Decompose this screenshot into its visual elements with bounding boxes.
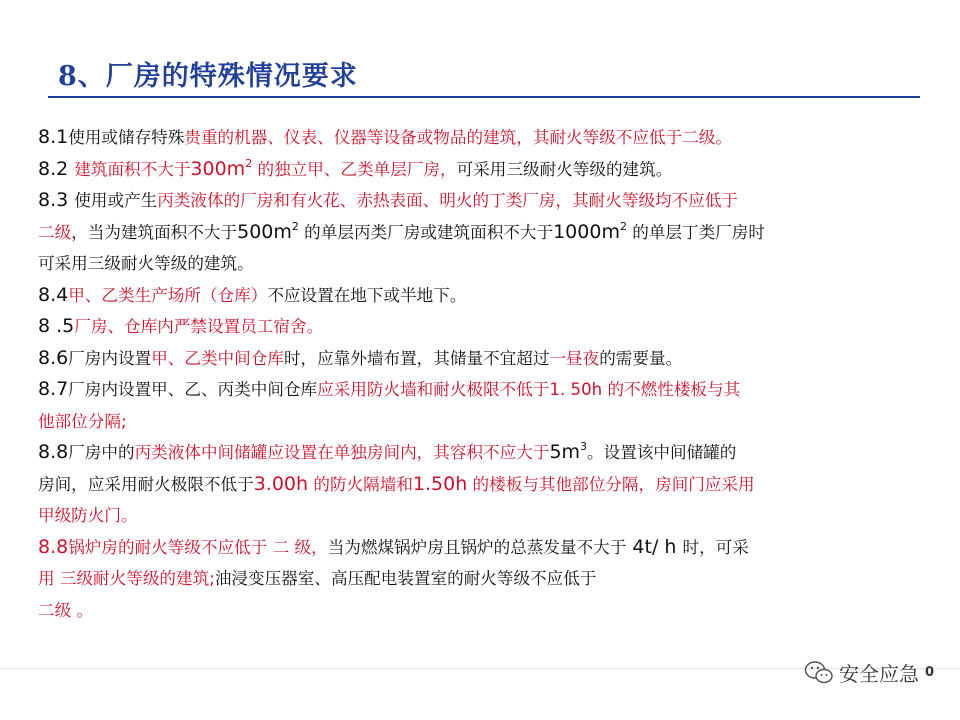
text-line xyxy=(38,185,928,217)
text-segment: 的独立甲、乙类单层厂房， xyxy=(252,159,457,179)
page-number: 0 xyxy=(924,665,934,680)
superscript: 2 xyxy=(245,156,253,170)
text-segment: 8.4 xyxy=(38,283,69,306)
text-line xyxy=(38,374,928,406)
text-segment: 甲、乙类中间仓库 xyxy=(151,348,284,368)
text-segment: 8.8 xyxy=(38,535,69,558)
text-segment: 500m xyxy=(237,220,292,243)
text-segment: 时，可采 xyxy=(682,537,749,557)
text-segment: 厂房内设置甲、乙、丙类中间仓库 xyxy=(68,380,318,399)
text-line xyxy=(38,217,928,249)
title-underline xyxy=(48,96,920,98)
text-segment: 应采用防火墙和耐火极限不低于1. 50h 的不燃性楼板与其 xyxy=(317,380,741,399)
text-segment: 建筑面积不大于 xyxy=(74,159,191,179)
text-segment: 房间，应采用耐火极限不低于 xyxy=(38,474,254,494)
text-segment: 4t/ h xyxy=(626,535,683,558)
text-segment: 二级 xyxy=(38,222,72,242)
text-segment: 厂房内设置 xyxy=(68,348,152,368)
text-segment: 的单层丙类厂房或建筑面积不大于 xyxy=(298,222,554,242)
text-segment: 8.3 xyxy=(38,189,75,211)
text-segment: 可采用三级耐火等级的建筑。 xyxy=(38,254,254,273)
text-line xyxy=(38,500,928,532)
superscript: 2 xyxy=(619,219,627,233)
text-line xyxy=(38,563,928,595)
footer-watermark xyxy=(804,658,934,687)
superscript: 3 xyxy=(580,440,588,454)
text-segment: 贵重的机器、仪表、仪器等设备或物品的建筑，其耐火等级不应低于二级。 xyxy=(184,128,732,147)
text-segment: 8.8 xyxy=(38,441,69,463)
text-segment: 8.2 xyxy=(38,157,75,180)
text-line xyxy=(38,437,928,469)
text-line xyxy=(38,532,928,564)
text-line xyxy=(38,122,928,154)
text-segment: 丙类液体的厂房和有火花、赤热表面、明火的丁类厂房，其耐火等级均不应低于 xyxy=(157,191,739,210)
text-segment: 当为燃煤锅炉房且锅炉的总蒸发量不大于 xyxy=(327,537,627,557)
text-segment: 使用或产生 xyxy=(74,191,158,210)
text-segment: 丙类液体中间储罐应设置在单独房间内，其容积不应大于 xyxy=(134,443,550,462)
text-segment: 300m xyxy=(190,157,246,180)
text-line xyxy=(38,469,928,501)
text-segment: 的需要量。 xyxy=(599,348,683,368)
text-segment: 油浸变压器室、高压配电装置室的耐火等级不应低于 xyxy=(214,569,597,588)
wechat-icon xyxy=(804,660,834,686)
text-line xyxy=(38,595,928,627)
text-segment: 的防火隔墙和 xyxy=(308,474,413,494)
text-line xyxy=(38,154,928,186)
text-segment: 锅炉房的耐火等级不应低于 二 级， xyxy=(68,537,328,557)
text-segment: 。设置该中间储罐的 xyxy=(587,443,737,462)
regulation-text-block xyxy=(38,122,928,626)
text-segment: 使用或储存特殊 xyxy=(68,128,185,147)
text-segment: 不应设置在地下或半地下。 xyxy=(267,285,467,305)
superscript: 2 xyxy=(291,219,299,233)
text-line xyxy=(38,311,928,343)
text-segment: 的楼板与其他部位分隔，房间门应采用 xyxy=(467,474,755,494)
text-line xyxy=(38,280,928,312)
text-segment: 1.50h xyxy=(412,472,468,495)
text-line xyxy=(38,248,928,280)
text-segment: 甲、乙类生产场所（仓库） xyxy=(68,285,268,305)
text-segment: 8.7 xyxy=(38,378,69,400)
text-segment: 时，应靠外墙布置，其储量不宜超过 xyxy=(283,348,550,368)
text-segment: ，当为建筑面积不大于 xyxy=(71,222,238,242)
footer-brand-text: 安全应急 xyxy=(838,662,919,686)
page-title: 8、厂房的特殊情况要求 xyxy=(58,61,358,92)
text-segment: 8 .5 xyxy=(38,315,75,337)
text-segment: 用 三级耐火等级的建筑; xyxy=(38,569,215,588)
text-segment: 8.1 xyxy=(38,126,69,148)
text-line xyxy=(38,406,928,438)
text-segment: 他部位分隔; xyxy=(38,411,127,431)
text-segment: 8.6 xyxy=(38,346,69,369)
text-segment: 甲级防火门。 xyxy=(38,506,138,525)
text-segment: 厂房中的 xyxy=(68,443,135,462)
text-segment: 1000m xyxy=(553,220,620,243)
text-segment: 厂房、仓库内严禁设置员工宿舍。 xyxy=(74,317,324,336)
text-line xyxy=(38,343,928,375)
text-segment: 可采用三级耐火等级的建筑。 xyxy=(456,159,673,179)
text-segment: 5m xyxy=(549,441,581,463)
text-segment: 二级 。 xyxy=(38,600,94,620)
text-segment: 3.00h xyxy=(253,472,309,495)
text-segment: 一昼夜 xyxy=(549,348,600,368)
text-segment: 的单层丁类厂房时 xyxy=(626,222,765,242)
